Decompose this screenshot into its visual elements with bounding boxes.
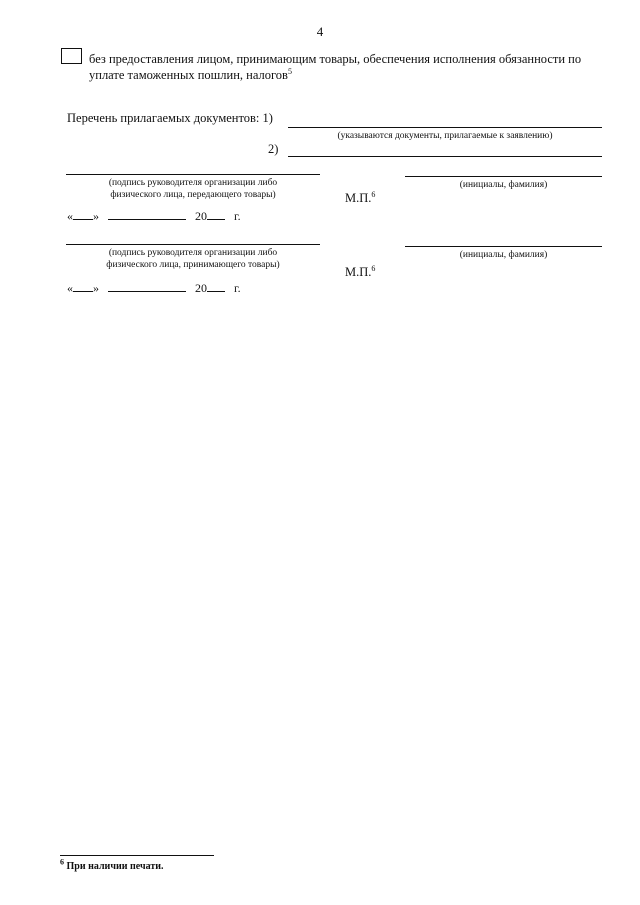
receiver-date-year-field[interactable]: [207, 280, 225, 292]
option-text: [89, 51, 629, 83]
option-line-2: уплате таможенных пошлин, налогов$^5$: [89, 66, 292, 82]
receiver-signature-field[interactable]: [66, 244, 320, 245]
option-line-1: без предоставления лицом, принимающим товары, обеспечения исполнения обязанности по: [89, 52, 582, 66]
document-1-field[interactable]: [288, 127, 602, 128]
receiver-signature-caption: (подпись руководителя организации либо физического лица, принимающего товары): [106, 248, 280, 270]
receiver-initials-caption: (инициалы, фамилия): [459, 250, 548, 260]
footnote-divider: [60, 855, 214, 856]
footnote-ref-5: 5: [287, 66, 292, 76]
receiver-date: « » 20 г.: [67, 281, 241, 295]
sender-initials-field[interactable]: [405, 176, 602, 177]
sender-signature-caption: (подпись руководителя организации либо физического лица, передающего товары): [108, 178, 278, 200]
document-2-field[interactable]: [288, 156, 602, 157]
sender-initials-caption: (инициалы, фамилия): [459, 180, 548, 190]
document-2-label: 2): [268, 142, 279, 156]
receiver-initials-field[interactable]: [405, 246, 602, 247]
footnote: $^6$ При наличии печати.: [60, 857, 164, 872]
page-number: 4: [316, 24, 324, 39]
sender-date: « » 20 г.: [67, 209, 241, 223]
receiver-date-day-field[interactable]: [73, 280, 93, 292]
documents-caption: (указываются документы, прилагаемые к заявлению): [337, 131, 553, 141]
receiver-stamp: М.П.$^6$: [345, 263, 376, 279]
sender-date-day-field[interactable]: [73, 208, 93, 220]
sender-date-month-field[interactable]: [108, 208, 186, 220]
sender-signature-field[interactable]: [66, 174, 320, 175]
sender-date-year-field[interactable]: [207, 208, 225, 220]
option-checkbox[interactable]: [61, 48, 82, 64]
sender-stamp: М.П.$^6$: [345, 189, 376, 205]
documents-label: Перечень прилагаемых документов: 1): [67, 111, 273, 125]
receiver-date-month-field[interactable]: [108, 280, 186, 292]
